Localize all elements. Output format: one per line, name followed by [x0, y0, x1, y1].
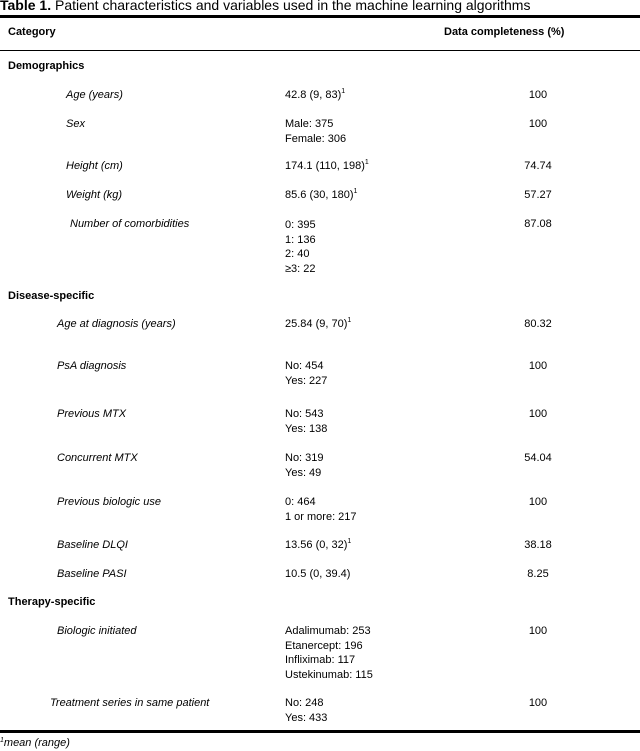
completeness-biologic-initiated: 100 [528, 625, 548, 637]
completeness-treatment-series: 100 [528, 697, 548, 709]
completeness-comorbidities: 87.08 [524, 218, 552, 230]
value-treatment-series: No: 248 Yes: 433 [285, 697, 328, 724]
completeness-height: 74.74 [524, 160, 552, 172]
var-previous-mtx: Previous MTX [57, 408, 127, 420]
section-therapy-specific: Therapy-specific [8, 596, 96, 608]
completeness-weight: 57.27 [524, 189, 552, 201]
var-weight: Weight (kg) [66, 189, 123, 201]
value-concurrent-mtx: No: 319 Yes: 49 [285, 452, 324, 479]
table-title [0, 0, 530, 14]
value-baseline-dlqi: 13.56 (0, 32)$^1$ [285, 538, 352, 551]
var-psa-diagnosis: PsA diagnosis [57, 360, 127, 372]
header-rule [0, 50, 640, 51]
value-psa-diagnosis: No: 454 Yes: 227 [285, 360, 328, 387]
completeness-sex: 100 [528, 118, 548, 130]
top-rule [0, 15, 640, 18]
var-treatment-series: Treatment series in same patient [50, 697, 210, 709]
value-sex: Male: 375 Female: 306 [285, 118, 347, 145]
var-age: Age (years) [66, 89, 123, 101]
value-weight: 85.6 (30, 180)$^1$ [285, 188, 358, 201]
table-label: Table 1. [0, 0, 52, 13]
value-biologic-initiated: Adalimumab: 253 Etanercept: 196 Infliximab: 117 Ustekinumab: 115 [285, 625, 373, 681]
header-category: Category [8, 26, 56, 38]
value-age: 42.8 (9, 83)$^1$ [285, 88, 346, 101]
table-caption: Patient characteristics and variables used in the machine learning algorithms [51, 0, 531, 13]
completeness-age-at-diagnosis: 80.32 [524, 318, 552, 330]
var-height: Height (cm) [66, 160, 123, 172]
var-concurrent-mtx: Concurrent MTX [57, 452, 138, 464]
footnote: $^1$mean (range) [0, 737, 70, 749]
completeness-previous-biologic: 100 [528, 496, 548, 508]
completeness-age: 100 [528, 89, 548, 101]
completeness-psa-diagnosis: 100 [528, 360, 548, 372]
value-previous-biologic: 0: 464 1 or more: 217 [285, 496, 357, 523]
value-previous-mtx: No: 543 Yes: 138 [285, 408, 328, 435]
var-comorbidities: Number of comorbidities [70, 218, 190, 230]
value-comorbidities: 0: 395 1: 136 2: 40 ≥3: 22 [285, 219, 316, 275]
var-baseline-dlqi: Baseline DLQI [57, 539, 128, 551]
bottom-rule [0, 730, 640, 733]
header-completeness: Data completeness (%) [444, 26, 565, 38]
completeness-concurrent-mtx: 54.04 [524, 452, 552, 464]
value-age-at-diagnosis: 25.84 (9, 70)$^1$ [285, 317, 352, 330]
var-age-at-diagnosis: Age at diagnosis (years) [57, 318, 176, 330]
value-height: 174.1 (110, 198)$^1$ [285, 159, 369, 172]
var-biologic-initiated: Biologic initiated [57, 625, 137, 637]
section-disease-specific: Disease-specific [8, 290, 95, 302]
section-demographics: Demographics [8, 60, 85, 72]
var-baseline-pasi: Baseline PASI [57, 568, 127, 580]
var-previous-biologic: Previous biologic use [57, 496, 161, 508]
value-baseline-pasi: 10.5 (0, 39.4) [285, 568, 351, 580]
completeness-baseline-pasi: 8.25 [527, 568, 549, 580]
completeness-baseline-dlqi: 38.18 [524, 539, 552, 551]
var-sex: Sex [66, 118, 85, 130]
completeness-previous-mtx: 100 [528, 408, 548, 420]
